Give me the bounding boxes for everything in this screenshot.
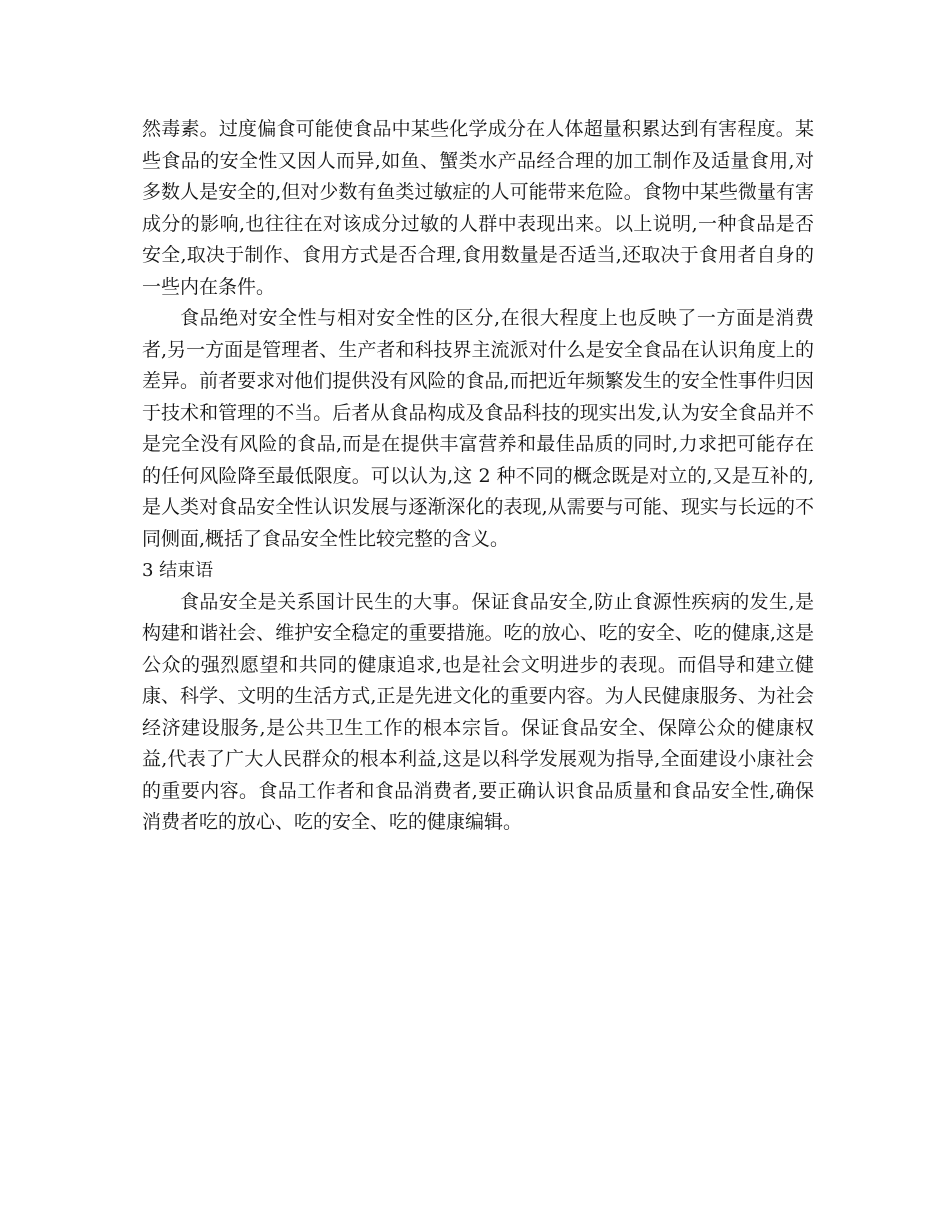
paragraph-safety-distinction: 食品绝对安全性与相对安全性的区分,在很大程度上也反映了一方面是消费者,另一方面是管理者、生产者和科技界主流派对什么是安全食品在认识角度上的差异。前者要求对他们提供没有风险的食品,而把近年频繁发生的安全性事件归因于技术和管理的不当。后者从食品构成及食品科技的现实出发,认为安全食品并不是完全没有风险的食品,而是在提供丰富营养和最佳品质的同时,力求把可能存在的任何风险降至最低限度。可以认为,这 2 种不同的概念既是对立的,又是互补的,是人类对食品安全性认识发展与逐渐深化的表现,从需要与可能、现实与长远的不同侧面,概括了食品安全性比较完整的含义。 xyxy=(142,307,814,550)
paragraph-conclusion: 食品安全是关系国计民生的大事。保证食品安全,防止食源性疾病的发生,是构建和谐社会、维护安全稳定的重要措施。吃的放心、吃的安全、吃的健康,这是公众的强烈愿望和共同的健康追求,也是社会文明进步的表现。而倡导和建立健康、科学、文明的生活方式,正是先进文化的重要内容。为人民健康服务、为社会经济建设服务,是公共卫生工作的根本宗旨。保证食品安全、保障公众的健康权益,代表了广大人民群众的根本利益,这是以科学发展观为指导,全面建设小康社会的重要内容。食品工作者和食品消费者,要正确认识食品质量和食品安全性,确保消费者吃的放心、吃的安全、吃的健康编辑。 xyxy=(142,590,814,833)
section-heading-conclusion: 3 结束语 xyxy=(142,560,214,581)
document-body xyxy=(142,114,814,839)
paragraph-continuation: 然毒素。过度偏食可能使食品中某些化学成分在人体超量积累达到有害程度。某些食品的安全性又因人而异,如鱼、蟹类水产品经合理的加工制作及适量食用,对多数人是安全的,但对少数有鱼类过敏症的人可能带来危险。食物中某些微量有害成分的影响,也往往在对该成分过敏的人群中表现出来。以上说明,一种食品是否安全,取决于制作、食用方式是否合理,食用数量是否适当,还取决于食用者自身的一些内在条件。 xyxy=(142,118,814,298)
